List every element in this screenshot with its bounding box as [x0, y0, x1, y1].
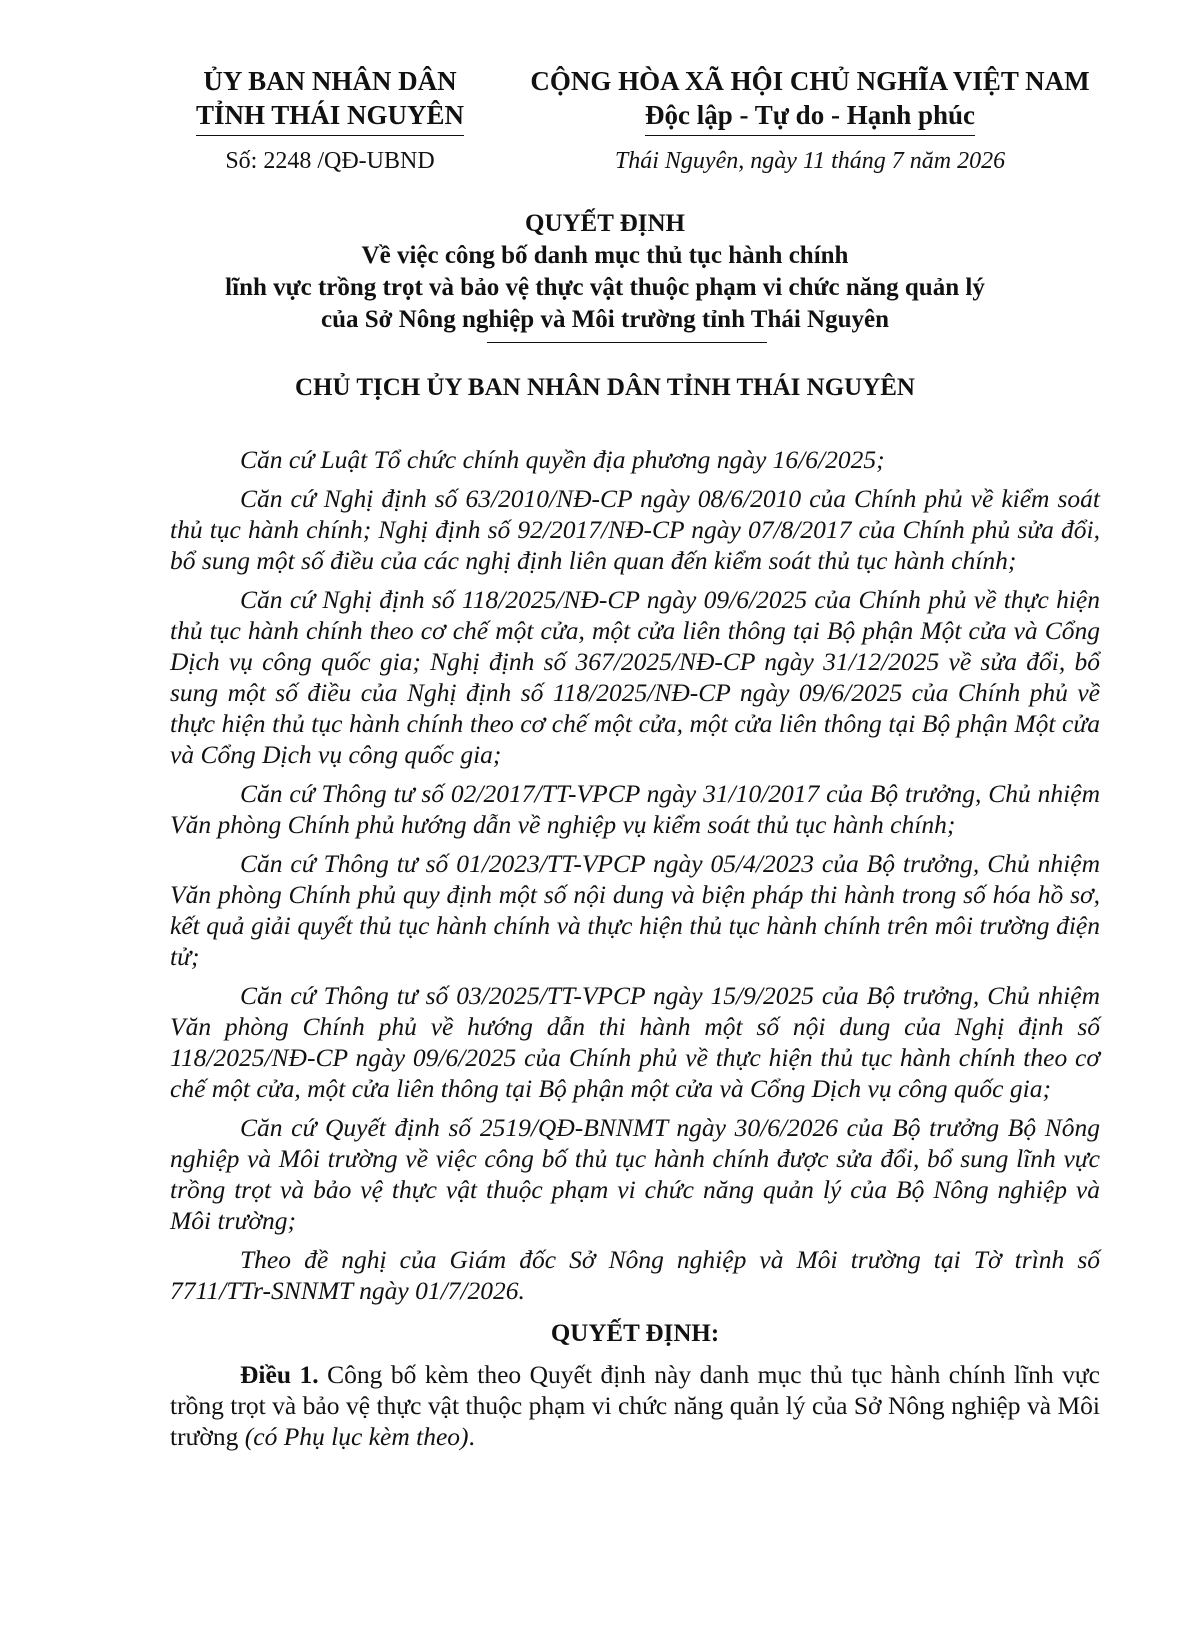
decision-heading: QUYẾT ĐỊNH: [550, 1320, 720, 1347]
legal-basis-paragraph: Căn cứ Thông tư số 01/2023/TT-VPCP ngày 05/4/2023 của Bộ trưởng, Chủ nhiệm Văn phòng Chính phủ quy định một số nội dung và biện pháp thi hành trong số hóa hồ sơ, kết quả giải quyết thủ tục hành chính và thực hiện thủ tục hành chính trên môi trường điện tử; [170, 849, 1100, 971]
proposal-paragraph: Theo đề nghị của Giám đốc Sở Nông nghiệp và Môi trường tại Tờ trình số 7711/TTr-SNNMT ngày 01/7/2026. [170, 1245, 1100, 1305]
article-1-text: Công bố kèm theo Quyết định này danh mục thủ tục hành chính lĩnh vực trồng trọt và bảo vệ thực vật thuộc phạm vi chức năng quản lý của Sở Nông nghiệp và Môi trường [170, 1360, 1101, 1451]
issuing-agency [185, 64, 475, 136]
document-title [150, 208, 1060, 336]
document-number: Số: 2248 /QĐ-UBND [225, 148, 435, 174]
title-subject-line-3: của Sở Nông nghiệp và Môi trường tỉnh Thái Nguyên [320, 306, 890, 333]
legal-basis-paragraph: Căn cứ Nghị định số 118/2025/NĐ-CP ngày 09/6/2025 của Chính phủ về thực hiện thủ tục hành chính theo cơ chế một cửa, một cửa liên thông tại Bộ phận Một cửa và Cổng Dịch vụ công quốc gia; Nghị định số 367/2025/NĐ-CP ngày 31/12/2025 về sửa đổi, bổ sung một số điều của Nghị định số 118/2025/NĐ-CP ngày 09/6/2025 của Chính phủ về thực hiện thủ tục hành chính theo cơ chế một cửa, một cửa liên thông tại Bộ phận Một cửa và Cổng Dịch vụ công quốc gia; [170, 585, 1100, 769]
legal-basis-paragraph: Căn cứ Luật Tổ chức chính quyền địa phương ngày 16/6/2025; [240, 445, 885, 474]
agency-line-2: TỈNH THÁI NGUYÊN [196, 98, 464, 136]
title-divider [487, 342, 767, 343]
title-subject-line-2: lĩnh vực trồng trọt và bảo vệ thực vật thuộc phạm vi chức năng quản lý [225, 274, 985, 301]
legal-basis-paragraph: Căn cứ Quyết định số 2519/QĐ-BNNMT ngày 30/6/2026 của Bộ trưởng Bộ Nông nghiệp và Môi trường về việc công bố thủ tục hành chính được sửa đổi, bổ sung lĩnh vực trồng trọt và bảo vệ thực vật thuộc phạm vi chức năng quản lý của Bộ Nông nghiệp và Môi trường; [170, 1113, 1100, 1235]
legal-basis-paragraph: Căn cứ Nghị định số 63/2010/NĐ-CP ngày 08/6/2010 của Chính phủ về kiểm soát thủ tục hành chính; Nghị định số 92/2017/NĐ-CP ngày 07/8/2017 của Chính phủ sửa đổi, bổ sung một số điều của các nghị định liên quan đến kiểm soát thủ tục hành chính; [170, 484, 1100, 575]
document-date: Thái Nguyên, ngày 11 tháng 7 năm 2026 [614, 148, 1006, 174]
article-1-end: . [468, 1422, 475, 1451]
title-subject-line-1: Về việc công bố danh mục thủ tục hành chính [361, 242, 849, 269]
legal-basis-paragraph: Căn cứ Thông tư số 02/2017/TT-VPCP ngày 31/10/2017 của Bộ trưởng, Chủ nhiệm Văn phòng Chính phủ hướng dẫn về nghiệp vụ kiểm soát thủ tục hành chính; [170, 779, 1100, 839]
motto: Độc lập - Tự do - Hạnh phúc [645, 98, 975, 136]
document-body [170, 444, 1100, 1452]
article-1-note: (có Phụ lục kèm theo) [244, 1422, 469, 1451]
title-heading: QUYẾT ĐỊNH [525, 210, 685, 237]
agency-line-1: ỦY BAN NHÂN DÂN [203, 66, 457, 96]
country-name: CỘNG HÒA XÃ HỘI CHỦ NGHĨA VIỆT NAM [530, 66, 1090, 96]
national-motto [520, 64, 1100, 136]
legal-basis-paragraph: Căn cứ Thông tư số 03/2025/TT-VPCP ngày 15/9/2025 của Bộ trưởng, Chủ nhiệm Văn phòng Chính phủ về hướng dẫn thi hành một số nội dung của Nghị định số 118/2025/NĐ-CP ngày 09/6/2025 của Chính phủ về thực hiện thủ tục hành chính theo cơ chế một cửa, một cửa liên thông tại Bộ phận một cửa và Cổng Dịch vụ công quốc gia; [170, 981, 1100, 1103]
authority-heading: CHỦ TỊCH ỦY BAN NHÂN DÂN TỈNH THÁI NGUYÊN [295, 374, 915, 401]
article-1-label: Điều 1. [240, 1360, 319, 1389]
article-1 [170, 1359, 1100, 1452]
